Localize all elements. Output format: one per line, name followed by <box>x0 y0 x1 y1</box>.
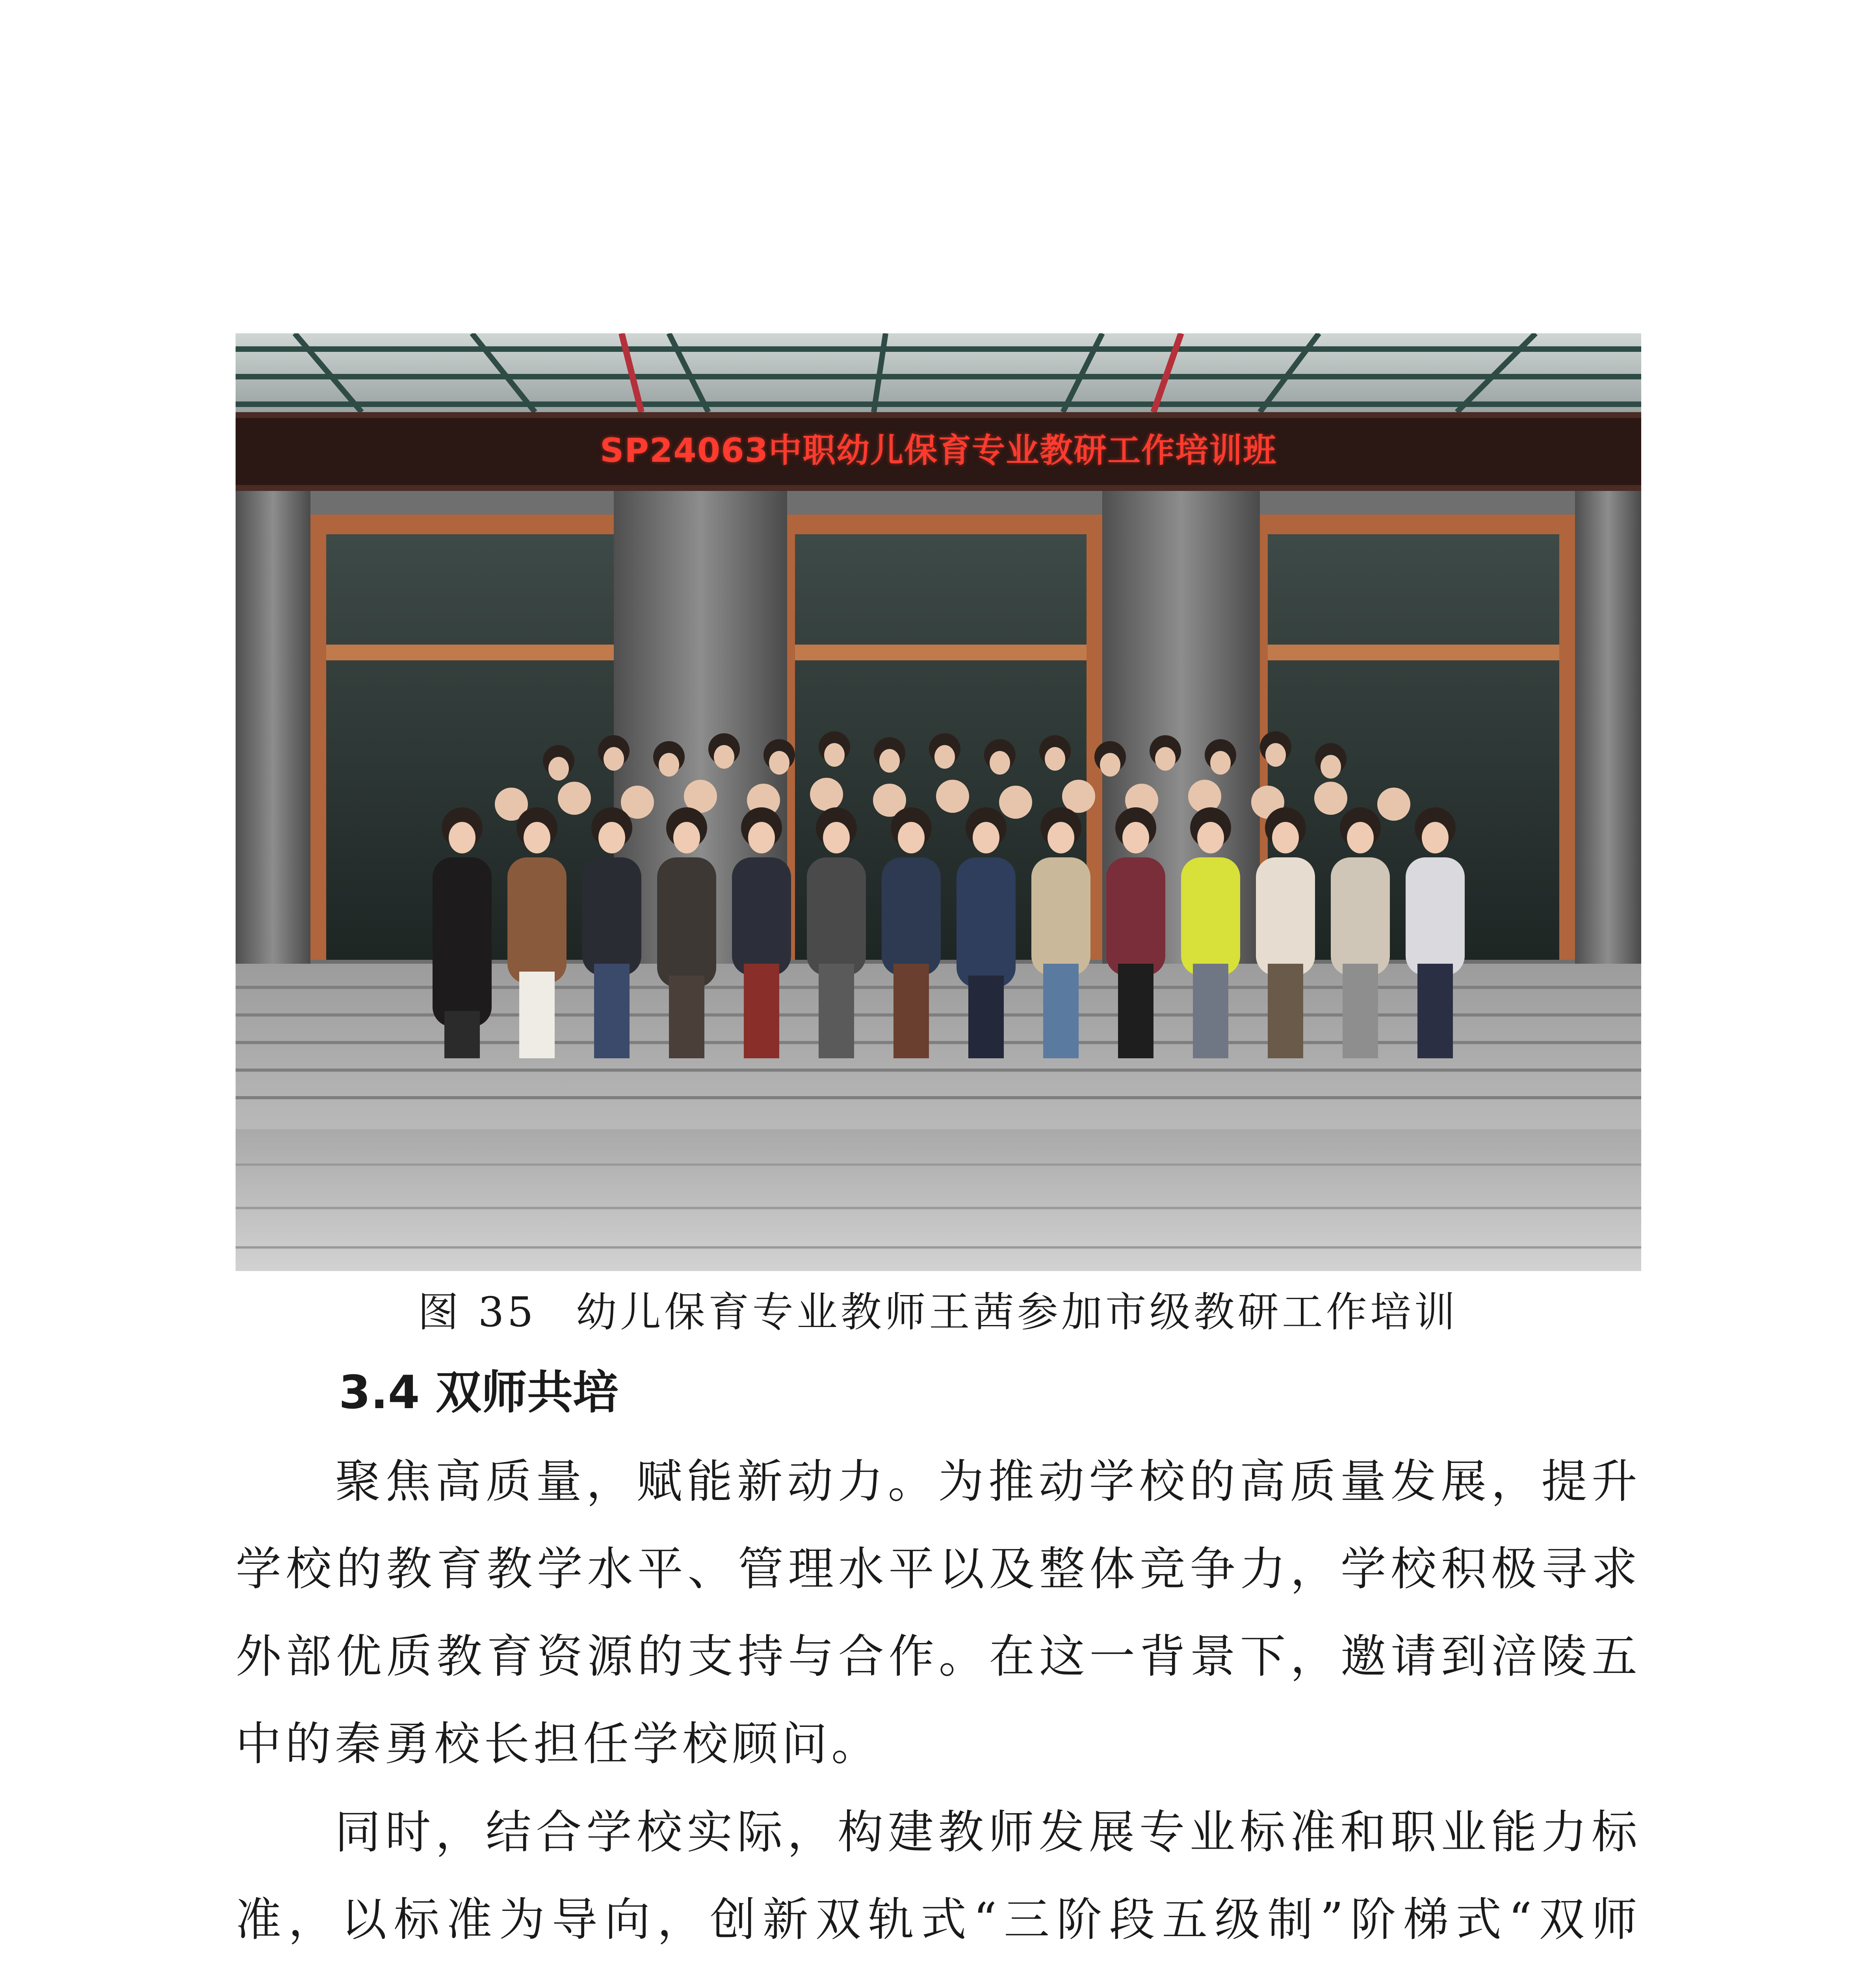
figure-caption <box>0 1282 1876 1342</box>
figure-caption-text: 幼儿保育专业教师王茜参加市级教研工作培训 <box>576 1288 1458 1336</box>
body-paragraph: 同时，结合学校实际，构建教师发展专业标准和职业能力标准，以标准为导向，创新双轨式“三阶段五级制”阶梯式“双师 <box>236 1806 1641 1946</box>
section-heading: 3.4 双师共培 <box>339 1366 619 1419</box>
body-paragraph: 聚焦高质量，赋能新动力。为推动学校的高质量发展，提升学校的教育教学水平、管理水平以及整体竞争力，学校积极寻求外部优质教育资源的支持与合作。在这一背景下，邀请到涪陵五中的秦勇校长担任学校顾问。 <box>236 1455 1641 1771</box>
figure-number: 图 35 <box>418 1288 537 1336</box>
banner-text: SP24063中职幼儿保育专业教研工作培训班 <box>600 431 1277 470</box>
group-photo <box>236 333 1641 1271</box>
